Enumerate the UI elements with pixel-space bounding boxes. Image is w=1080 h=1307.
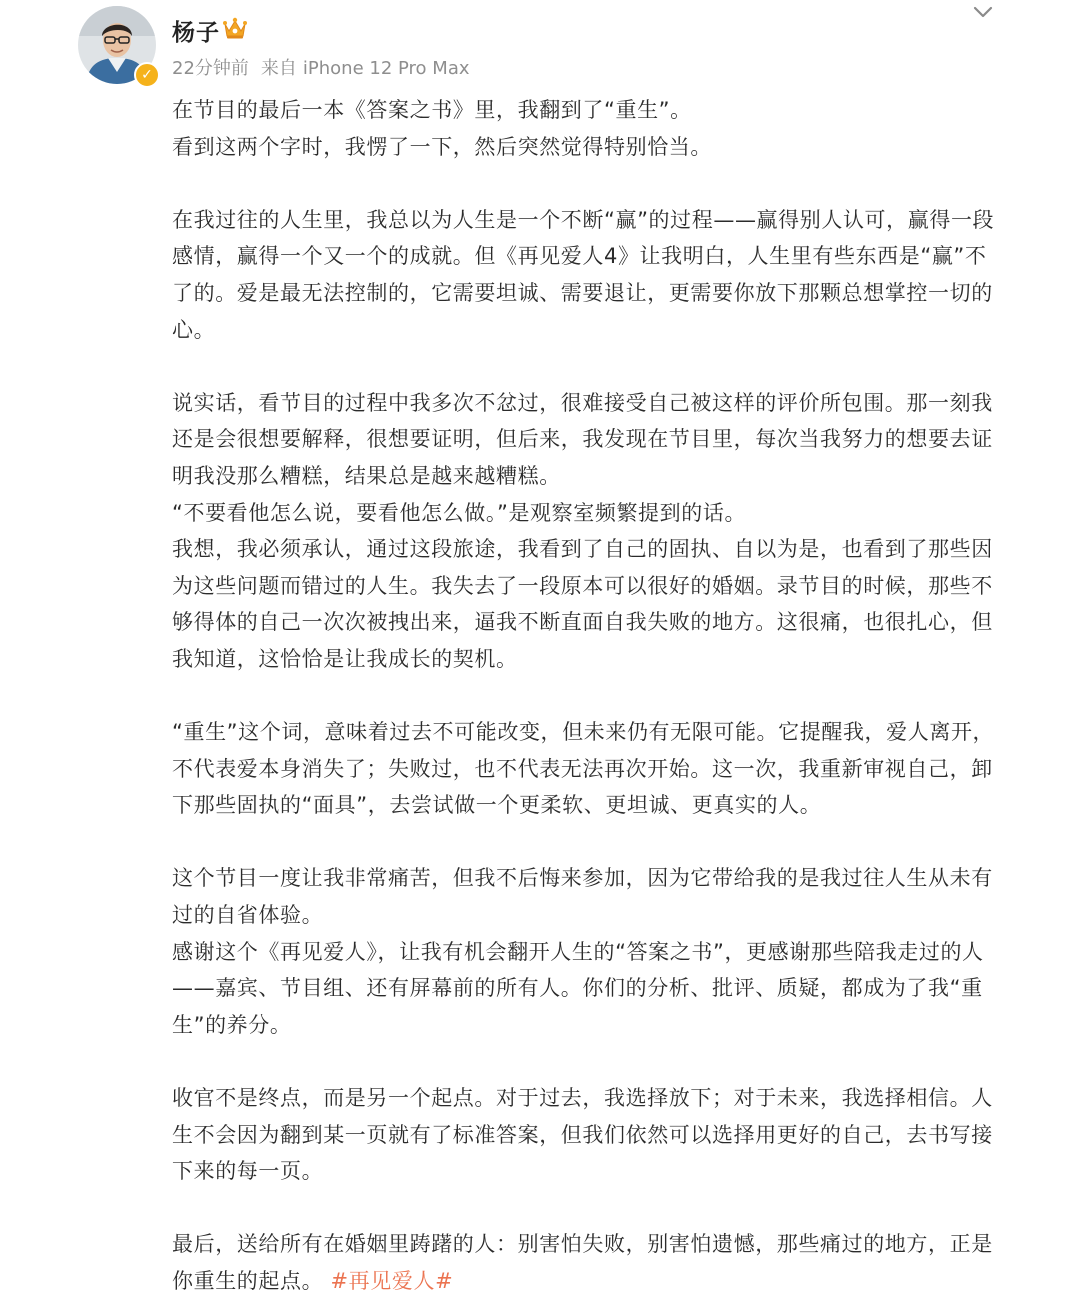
post-line: 感谢这个《再见爱人》，让我有机会翻开人生的“答案之书”，更感谢那些陪我走过的人——嘉宾、节目组、还有屏幕前的所有人。你们的分析、批评、质疑，都成为了我“重生”的养分。: [172, 939, 984, 1037]
verified-badge-icon: ✓: [134, 62, 160, 88]
post-source-prefix: 来自: [260, 58, 297, 79]
username[interactable]: 杨子: [172, 20, 220, 46]
post-time: 22分钟前: [172, 58, 249, 79]
avatar[interactable]: [78, 6, 156, 84]
post-line: 说实话，看节目的过程中我多次不忿过，很难接受自己被这样的评价所包围。那一刻我还是会很想要解释，很想要证明，但后来，我发现在节目里，每次当我努力的想要去证明我没那么糟糕，结果总是越来越糟糕。: [172, 390, 993, 488]
post-line: 在节目的最后一本《答案之书》里，我翻到了“重生”。: [172, 98, 692, 122]
post-line-last: [172, 1226, 1002, 1299]
post-line: 看到这两个字时，我愣了一下，然后突然觉得特别恰当。: [172, 134, 712, 159]
post-line: “不要看他怎么说，要看他怎么做。”是观察室频繁提到的话。: [172, 500, 747, 525]
post-line: 我想，我必须承认，通过这段旅途，我看到了自己的固执、自以为是，也看到了那些因为这些问题而错过的人生。我失去了一段原本可以很好的婚姻。录节目的时候，那些不够得体的自己一次次被拽出来，逼我不断直面自我失败的地方。这很痛，也很扎心，但我知道，这恰恰是让我成长的契机。: [172, 537, 993, 671]
post-line: 这个节目一度让我非常痛苦，但我不后悔来参加，因为它带给我的是我过往人生从未有过的自省体验。: [172, 866, 993, 928]
crown-icon: [222, 16, 248, 40]
post-line: 收官不是终点，而是另一个起点。对于过去，我选择放下；对于未来，我选择相信。人生不会因为翻到某一页就有了标准答案，但我们依然可以选择用更好的自己，去书写接下来的每一页。: [172, 1086, 993, 1184]
post-meta: [172, 54, 482, 80]
post-line: “重生”这个词，意味着过去不可能改变，但未来仍有无限可能。它提醒我，爱人离开，不代表爱本身消失了；失败过，也不代表无法再次开始。这一次，我重新审视自己，卸下那些固执的“面具”，去尝试做一个更柔软、更坦诚、更真实的人。: [172, 720, 995, 818]
post-line: 在我过往的人生里，我总以为人生是一个不断“赢”的过程——赢得别人认可，赢得一段感情，赢得一个又一个的成就。但《再见爱人4》让我明白，人生里有些东西是“赢”不了的。爱是最无法控制的，它需要坦诚、需要退让，更需要你放下那颗总想掌控一切的心。: [172, 207, 995, 342]
hashtag-link[interactable]: #再见爱人#: [330, 1269, 454, 1293]
post-last-text: 最后，送给所有在婚姻里踌躇的人：别害怕失败，别害怕遗憾，那些痛过的地方，正是你重生的起点。: [172, 1232, 993, 1293]
chevron-down-icon[interactable]: [970, 2, 996, 22]
post-source-device[interactable]: iPhone 12 Pro Max: [302, 58, 470, 79]
post-content: [172, 92, 1002, 1300]
